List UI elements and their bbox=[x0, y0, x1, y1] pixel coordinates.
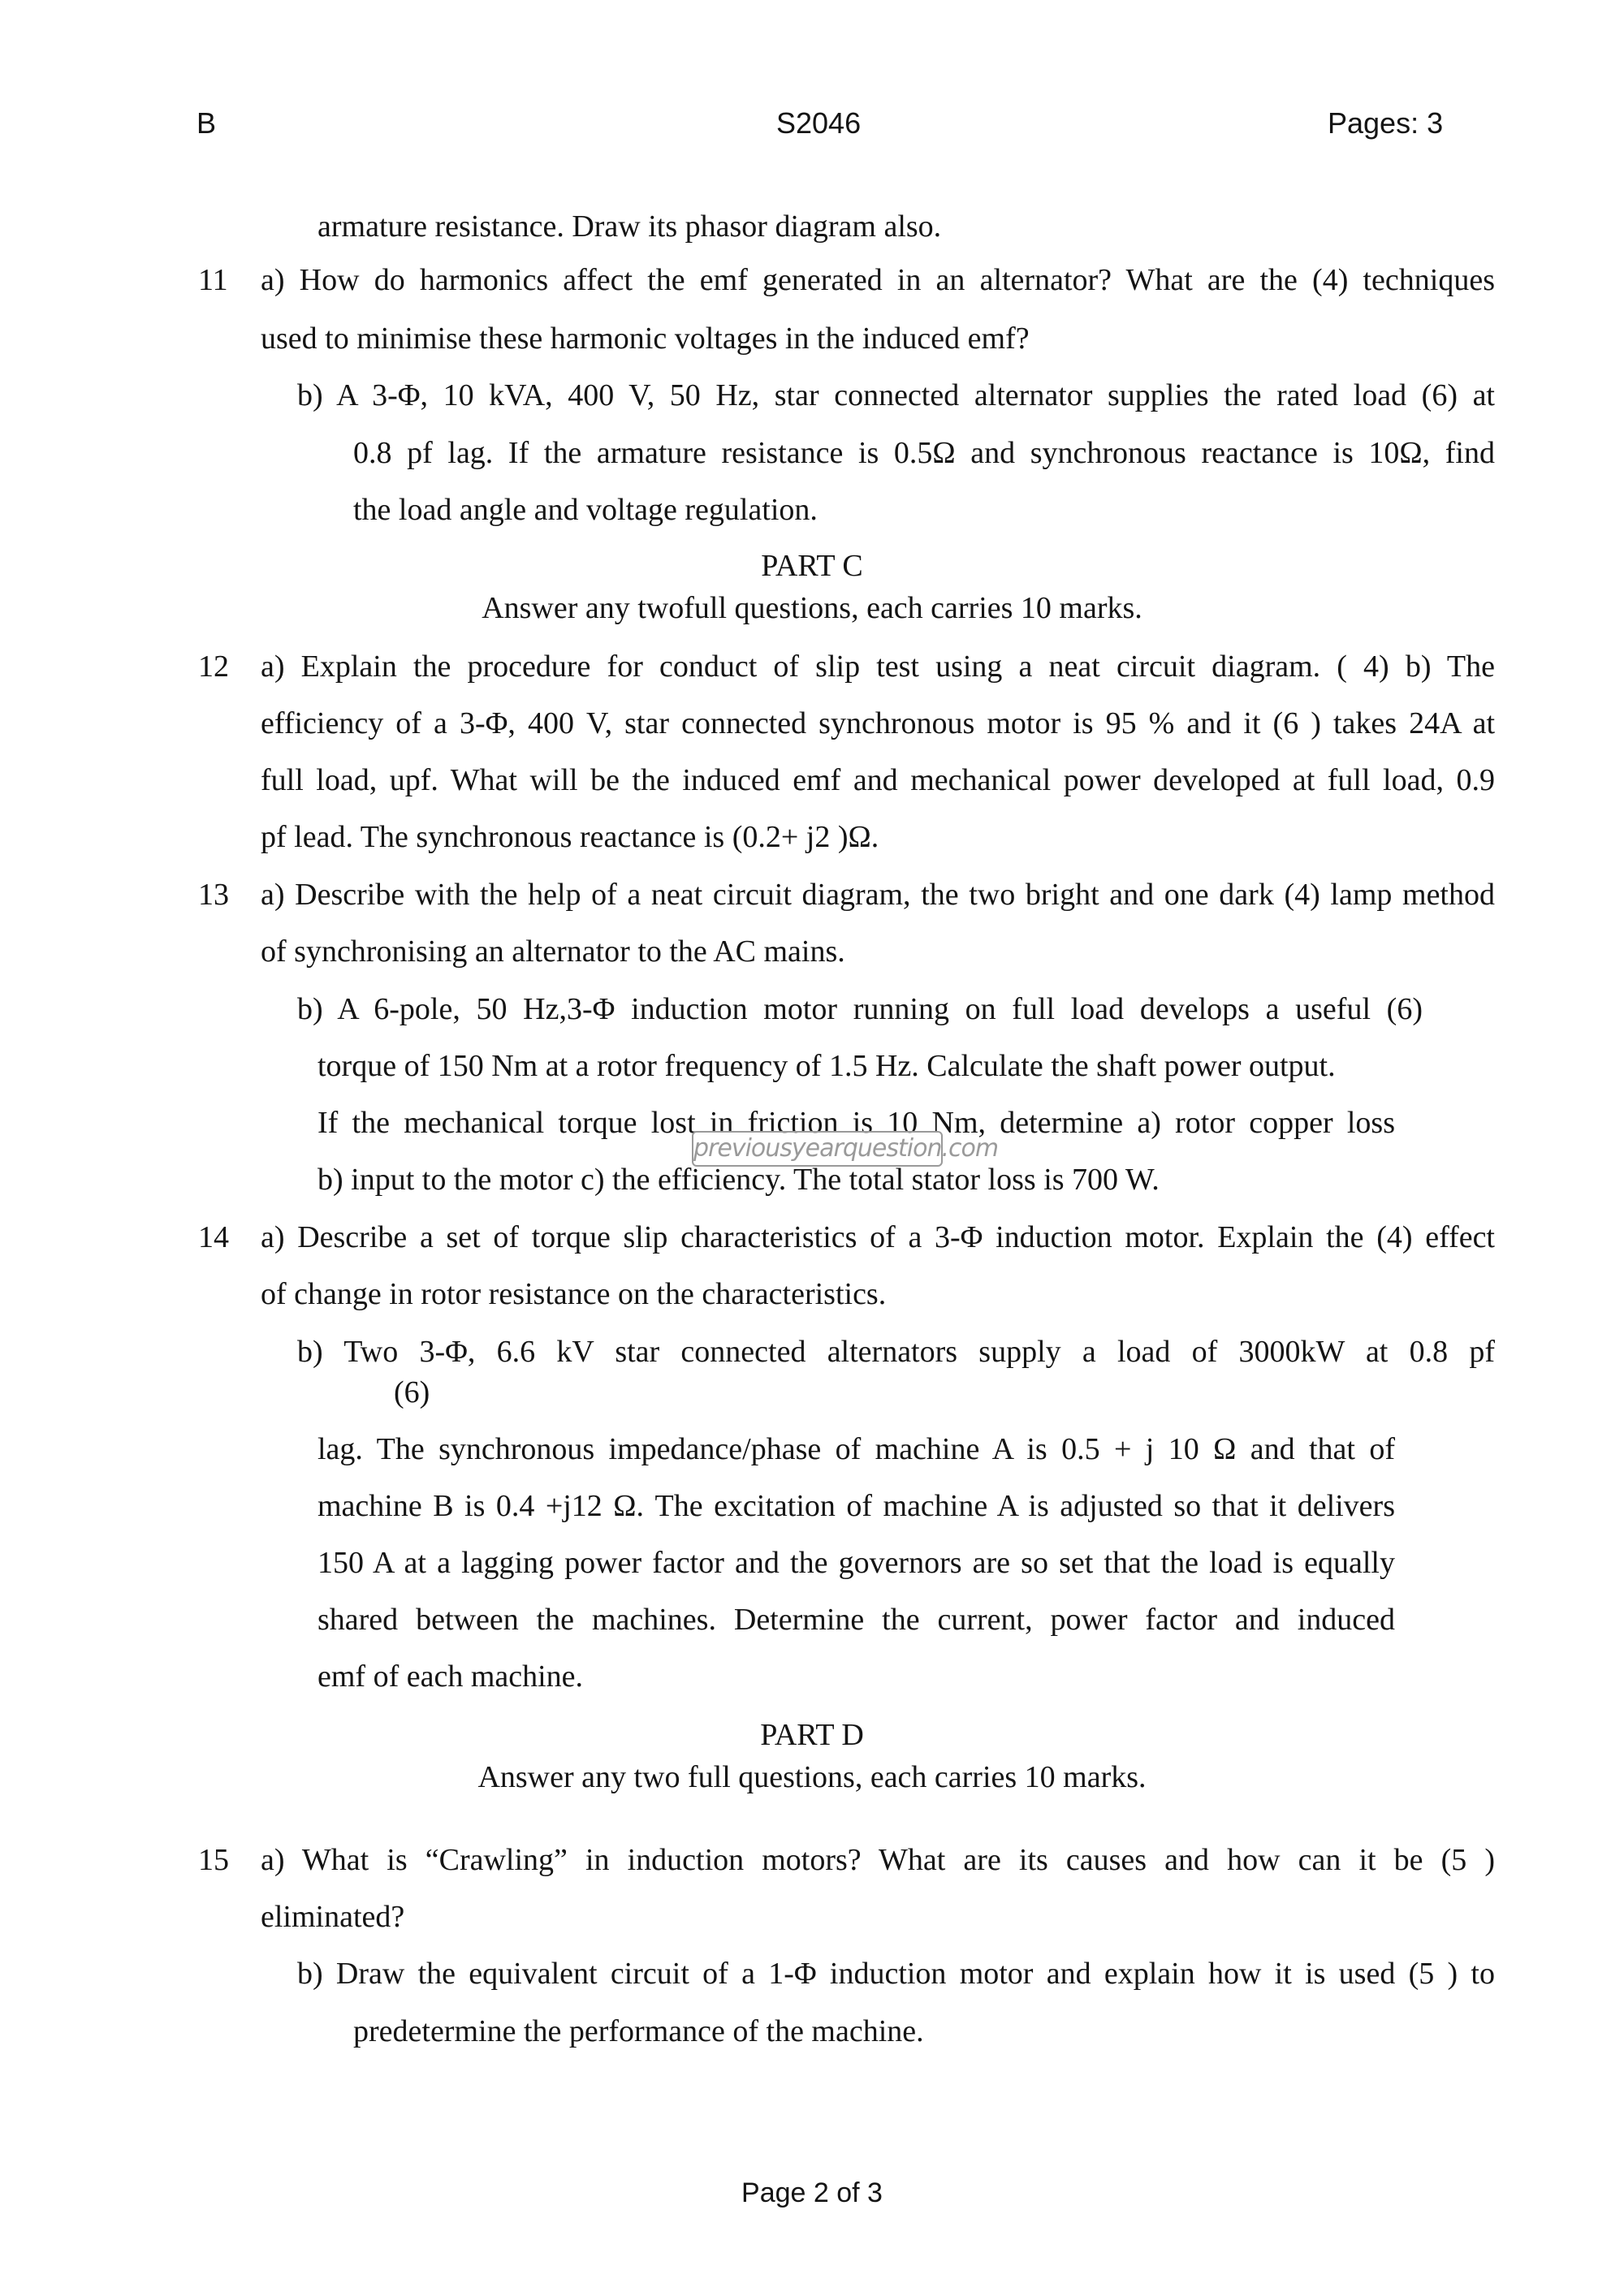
page-footer: Page 2 of 3 bbox=[741, 2177, 883, 2208]
section-instruction-part-c: Answer any twofull questions, each carries 10 marks. bbox=[482, 591, 1142, 625]
section-heading-part-d: PART D bbox=[760, 1718, 864, 1752]
text-line: of change in rotor resistance on the characteristics. bbox=[261, 1277, 887, 1311]
text-line: 0.8 pf lag. If the armature resistance is 0.5Ω and synchronous reactance is 10Ω, find bbox=[353, 436, 1495, 470]
text-line: shared between the machines. Determine the current, power factor and induced bbox=[317, 1603, 1395, 1637]
text-line: eliminated? bbox=[261, 1900, 405, 1934]
text-line: pf lead. The synchronous reactance is (0.2+ j2 )Ω. bbox=[261, 820, 879, 854]
text-line: a) How do harmonics affect the emf generated in an alternator? What are the (4) techniques bbox=[261, 263, 1495, 297]
text-line: b) input to the motor c) the efficiency. The total stator loss is 700 W. bbox=[317, 1163, 1160, 1197]
text-line: 150 A at a lagging power factor and the governors are so set that the load is equally bbox=[317, 1546, 1395, 1580]
question-number-11: 11 bbox=[198, 263, 228, 297]
text-line: armature resistance. Draw its phasor diagram also. bbox=[317, 209, 942, 244]
text-line: If the mechanical torque lost in friction is 10 Nm, determine a) rotor copper loss bbox=[317, 1106, 1395, 1140]
text-line: a) Describe with the help of a neat circuit diagram, the two bright and one dark (4) lamp method bbox=[261, 878, 1495, 912]
text-line: lag. The synchronous impedance/phase of machine A is 0.5 + j 10 Ω and that of bbox=[317, 1432, 1395, 1466]
text-line: a) Describe a set of torque slip characteristics of a 3-Φ induction motor. Explain the (4) effect bbox=[261, 1220, 1495, 1254]
text-line: machine B is 0.4 +j12 Ω. The excitation of machine A is adjusted so that it delivers bbox=[317, 1489, 1395, 1523]
text-line: b) Two 3-Φ, 6.6 kV star connected alternators supply a load of 3000kW at 0.8 pf bbox=[297, 1335, 1495, 1369]
text-line: emf of each machine. bbox=[317, 1659, 584, 1694]
section-instruction-part-d: Answer any two full questions, each carries 10 marks. bbox=[477, 1760, 1147, 1794]
header-exam-set: B bbox=[197, 106, 217, 140]
text-line: a) Explain the procedure for conduct of slip test using a neat circuit diagram. ( 4) b) The bbox=[261, 650, 1495, 684]
text-line: efficiency of a 3-Φ, 400 V, star connected synchronous motor is 95 % and it (6 ) takes 24A at bbox=[261, 706, 1495, 740]
marks-label: (6) bbox=[394, 1375, 430, 1409]
header-paper-code: S2046 bbox=[776, 106, 862, 140]
text-line: full load, upf. What will be the induced emf and mechanical power developed at full load, 0.9 bbox=[261, 763, 1495, 797]
text-line: of synchronising an alternator to the AC mains. bbox=[261, 934, 845, 969]
watermark: previousyearquestion.com bbox=[692, 1131, 943, 1167]
header-page-count: Pages: 3 bbox=[1328, 106, 1444, 140]
question-number-15: 15 bbox=[198, 1843, 229, 1877]
text-line: b) A 6-pole, 50 Hz,3-Φ induction motor running on full load develops a useful (6) bbox=[297, 992, 1423, 1026]
text-line: a) What is “Crawling” in induction motors? What are its causes and how can it be (5 ) bbox=[261, 1843, 1495, 1877]
text-line: predetermine the performance of the machine. bbox=[353, 2014, 924, 2048]
question-number-12: 12 bbox=[198, 650, 229, 684]
section-heading-part-c: PART C bbox=[761, 549, 863, 583]
text-line: b) A 3-Φ, 10 kVA, 400 V, 50 Hz, star connected alternator supplies the rated load (6) at bbox=[297, 378, 1495, 412]
text-line: used to minimise these harmonic voltages in the induced emf? bbox=[261, 322, 1030, 356]
text-line: the load angle and voltage regulation. bbox=[353, 493, 818, 527]
question-number-14: 14 bbox=[198, 1220, 229, 1254]
text-line: b) Draw the equivalent circuit of a 1-Φ induction motor and explain how it is used (5 ) to bbox=[297, 1957, 1495, 1991]
text-line: torque of 150 Nm at a rotor frequency of 1.5 Hz. Calculate the shaft power output. bbox=[317, 1049, 1336, 1083]
question-number-13: 13 bbox=[198, 878, 229, 912]
